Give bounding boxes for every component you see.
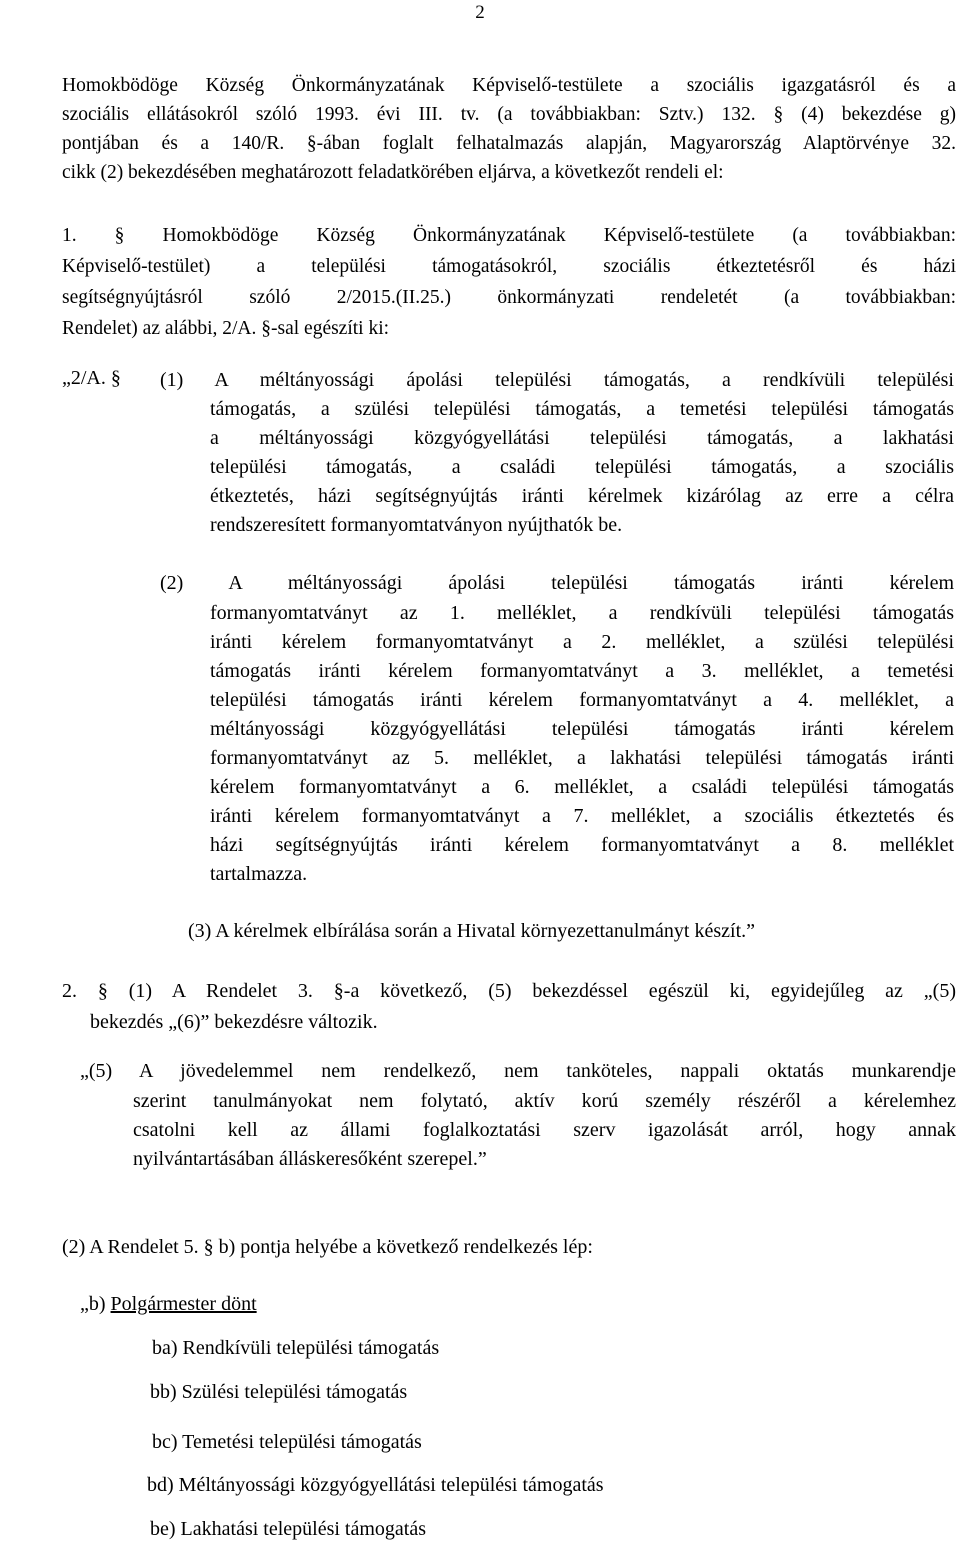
- paragraph-line: támogatás, a szülési települési támogatás, a temetési települési támogatás: [210, 398, 954, 420]
- section-1-line: segítségnyújtásról szóló 2/2015.(II.25.) önkormányzati rendeletét (a továbbiakban:: [62, 287, 956, 308]
- section-1-line: 1. § Homokbödöge Község Önkormányzatának Képviselő-testülete (a továbbiakban:: [62, 225, 956, 246]
- paragraph-line: támogatás iránti kérelem formanyomtatványt a 3. melléklet, a temetési: [210, 660, 954, 682]
- paragraph-line: tartalmazza.: [210, 863, 308, 885]
- quote-line: csatolni kell az állami foglalkoztatási szerv igazolását arról, hogy annak: [133, 1119, 956, 1141]
- paragraph-line: iránti kérelem formanyomtatványt a 2. melléklet, a szülési települési: [210, 631, 954, 653]
- paragraph-line: étkeztetés, házi segítségnyújtás iránti kérelmek kizárólag az erre a célra: [210, 485, 954, 507]
- point-b-prefix: „b): [80, 1293, 111, 1315]
- paragraph-2a-1-first-line: (1) A méltányossági ápolási települési támogatás, a rendkívüli települési: [160, 369, 954, 391]
- section-2-paragraph-2: (2) A Rendelet 5. § b) pontja helyébe a következő rendelkezés lép:: [62, 1236, 593, 1258]
- preamble-line: cikk (2) bekezdésében meghatározott feladatkörében eljárva, a következőt rendeli el:: [62, 162, 724, 183]
- section-1-line: Képviselő-testület) a települési támogatásokról, szociális étkeztetésről és házi: [62, 256, 956, 277]
- paragraph-2a-label: „2/A. §: [62, 367, 121, 389]
- preamble-line: pontjában és a 140/R. §-ában foglalt felhatalmazás alapján, Magyarország Alaptörvénye 32.: [62, 133, 956, 154]
- paragraph-line: házi segítségnyújtás iránti kérelem formanyomtatványt a 8. melléklet: [210, 834, 954, 856]
- paragraph-2a-2: [160, 569, 954, 598]
- section-1: [62, 220, 956, 344]
- quote-line: „(5) A jövedelemmel nem rendelkező, nem tanköteles, nappali oktatás munkarendje: [80, 1060, 956, 1082]
- paragraph-2a-1-body: [210, 395, 954, 540]
- preamble-line: szociális ellátásokról szóló 1993. évi III. tv. (a továbbiakban: Sztv.) 132. § (4) bekezdése g): [62, 104, 956, 125]
- list-item-be: be) Lakhatási települési támogatás: [150, 1518, 427, 1540]
- paragraph-2a-3: (3) A kérelmek elbírálása során a Hivatal környezettanulmányt készít.”: [188, 920, 756, 942]
- paragraph-line: formanyomtatványt az 5. melléklet, a lakhatási települési támogatás iránti: [210, 747, 954, 769]
- page-number: 2: [475, 2, 485, 23]
- paragraph-line: települési támogatás iránti kérelem formanyomtatványt a 4. melléklet, a: [210, 689, 954, 711]
- section-2-second-line: bekezdés „(6)” bekezdésre változik.: [90, 1011, 378, 1033]
- quoted-paragraph-5: [80, 1057, 956, 1086]
- paragraph-2a-2-body: [210, 599, 954, 889]
- paragraph-line: települési támogatás, a családi települési támogatás, a szociális: [210, 456, 954, 478]
- paragraph-line: méltányossági közgyógyellátási települési támogatás iránti kérelem: [210, 718, 954, 740]
- list-item-ba: ba) Rendkívüli települési támogatás: [152, 1337, 440, 1359]
- preamble: [62, 71, 956, 187]
- paragraph-line: rendszeresített formanyomtatványon nyújthatók be.: [210, 514, 623, 536]
- point-b-title: Polgármester dönt: [110, 1293, 257, 1315]
- list-item-bd: bd) Méltányossági közgyógyellátási települési támogatás: [147, 1474, 604, 1496]
- paragraph-line: iránti kérelem formanyomtatványt a 7. melléklet, a szociális étkeztetés és: [210, 805, 954, 827]
- preamble-line: Homokbödöge Község Önkormányzatának Képviselő-testülete a szociális igazgatásról és a: [62, 75, 956, 96]
- list-item-bc: bc) Temetési települési támogatás: [152, 1431, 422, 1453]
- paragraph-2a-2-first-line: (2) A méltányossági ápolási települési támogatás iránti kérelem: [160, 572, 954, 594]
- point-b: [80, 1293, 257, 1316]
- section-2-first-line: [62, 980, 956, 1003]
- paragraph-line: kérelem formanyomtatványt a 6. melléklet, a családi települési támogatás: [210, 776, 954, 798]
- paragraph-2a-1: [160, 366, 954, 395]
- section-1-line: Rendelet) az alábbi, 2/A. §-sal egészíti ki:: [62, 318, 390, 339]
- quote-line: nyilvántartásában álláskeresőként szerepel.”: [133, 1148, 487, 1170]
- paragraph-line: a méltányossági közgyógyellátási települési támogatás, a lakhatási: [210, 427, 954, 449]
- list-item-bb: bb) Szülési települési támogatás: [150, 1381, 408, 1403]
- paragraph-line: formanyomtatványt az 1. melléklet, a rendkívüli települési támogatás: [210, 602, 954, 624]
- quoted-paragraph-5-body: [133, 1087, 956, 1174]
- section-2-line: 2. § (1) A Rendelet 3. §-a következő, (5) bekezdéssel egészül ki, egyidejűleg az „(5): [62, 980, 956, 1002]
- quote-line: szerint tanulmányokat nem folytató, aktív korú személy részéről a kérelemhez: [133, 1090, 956, 1112]
